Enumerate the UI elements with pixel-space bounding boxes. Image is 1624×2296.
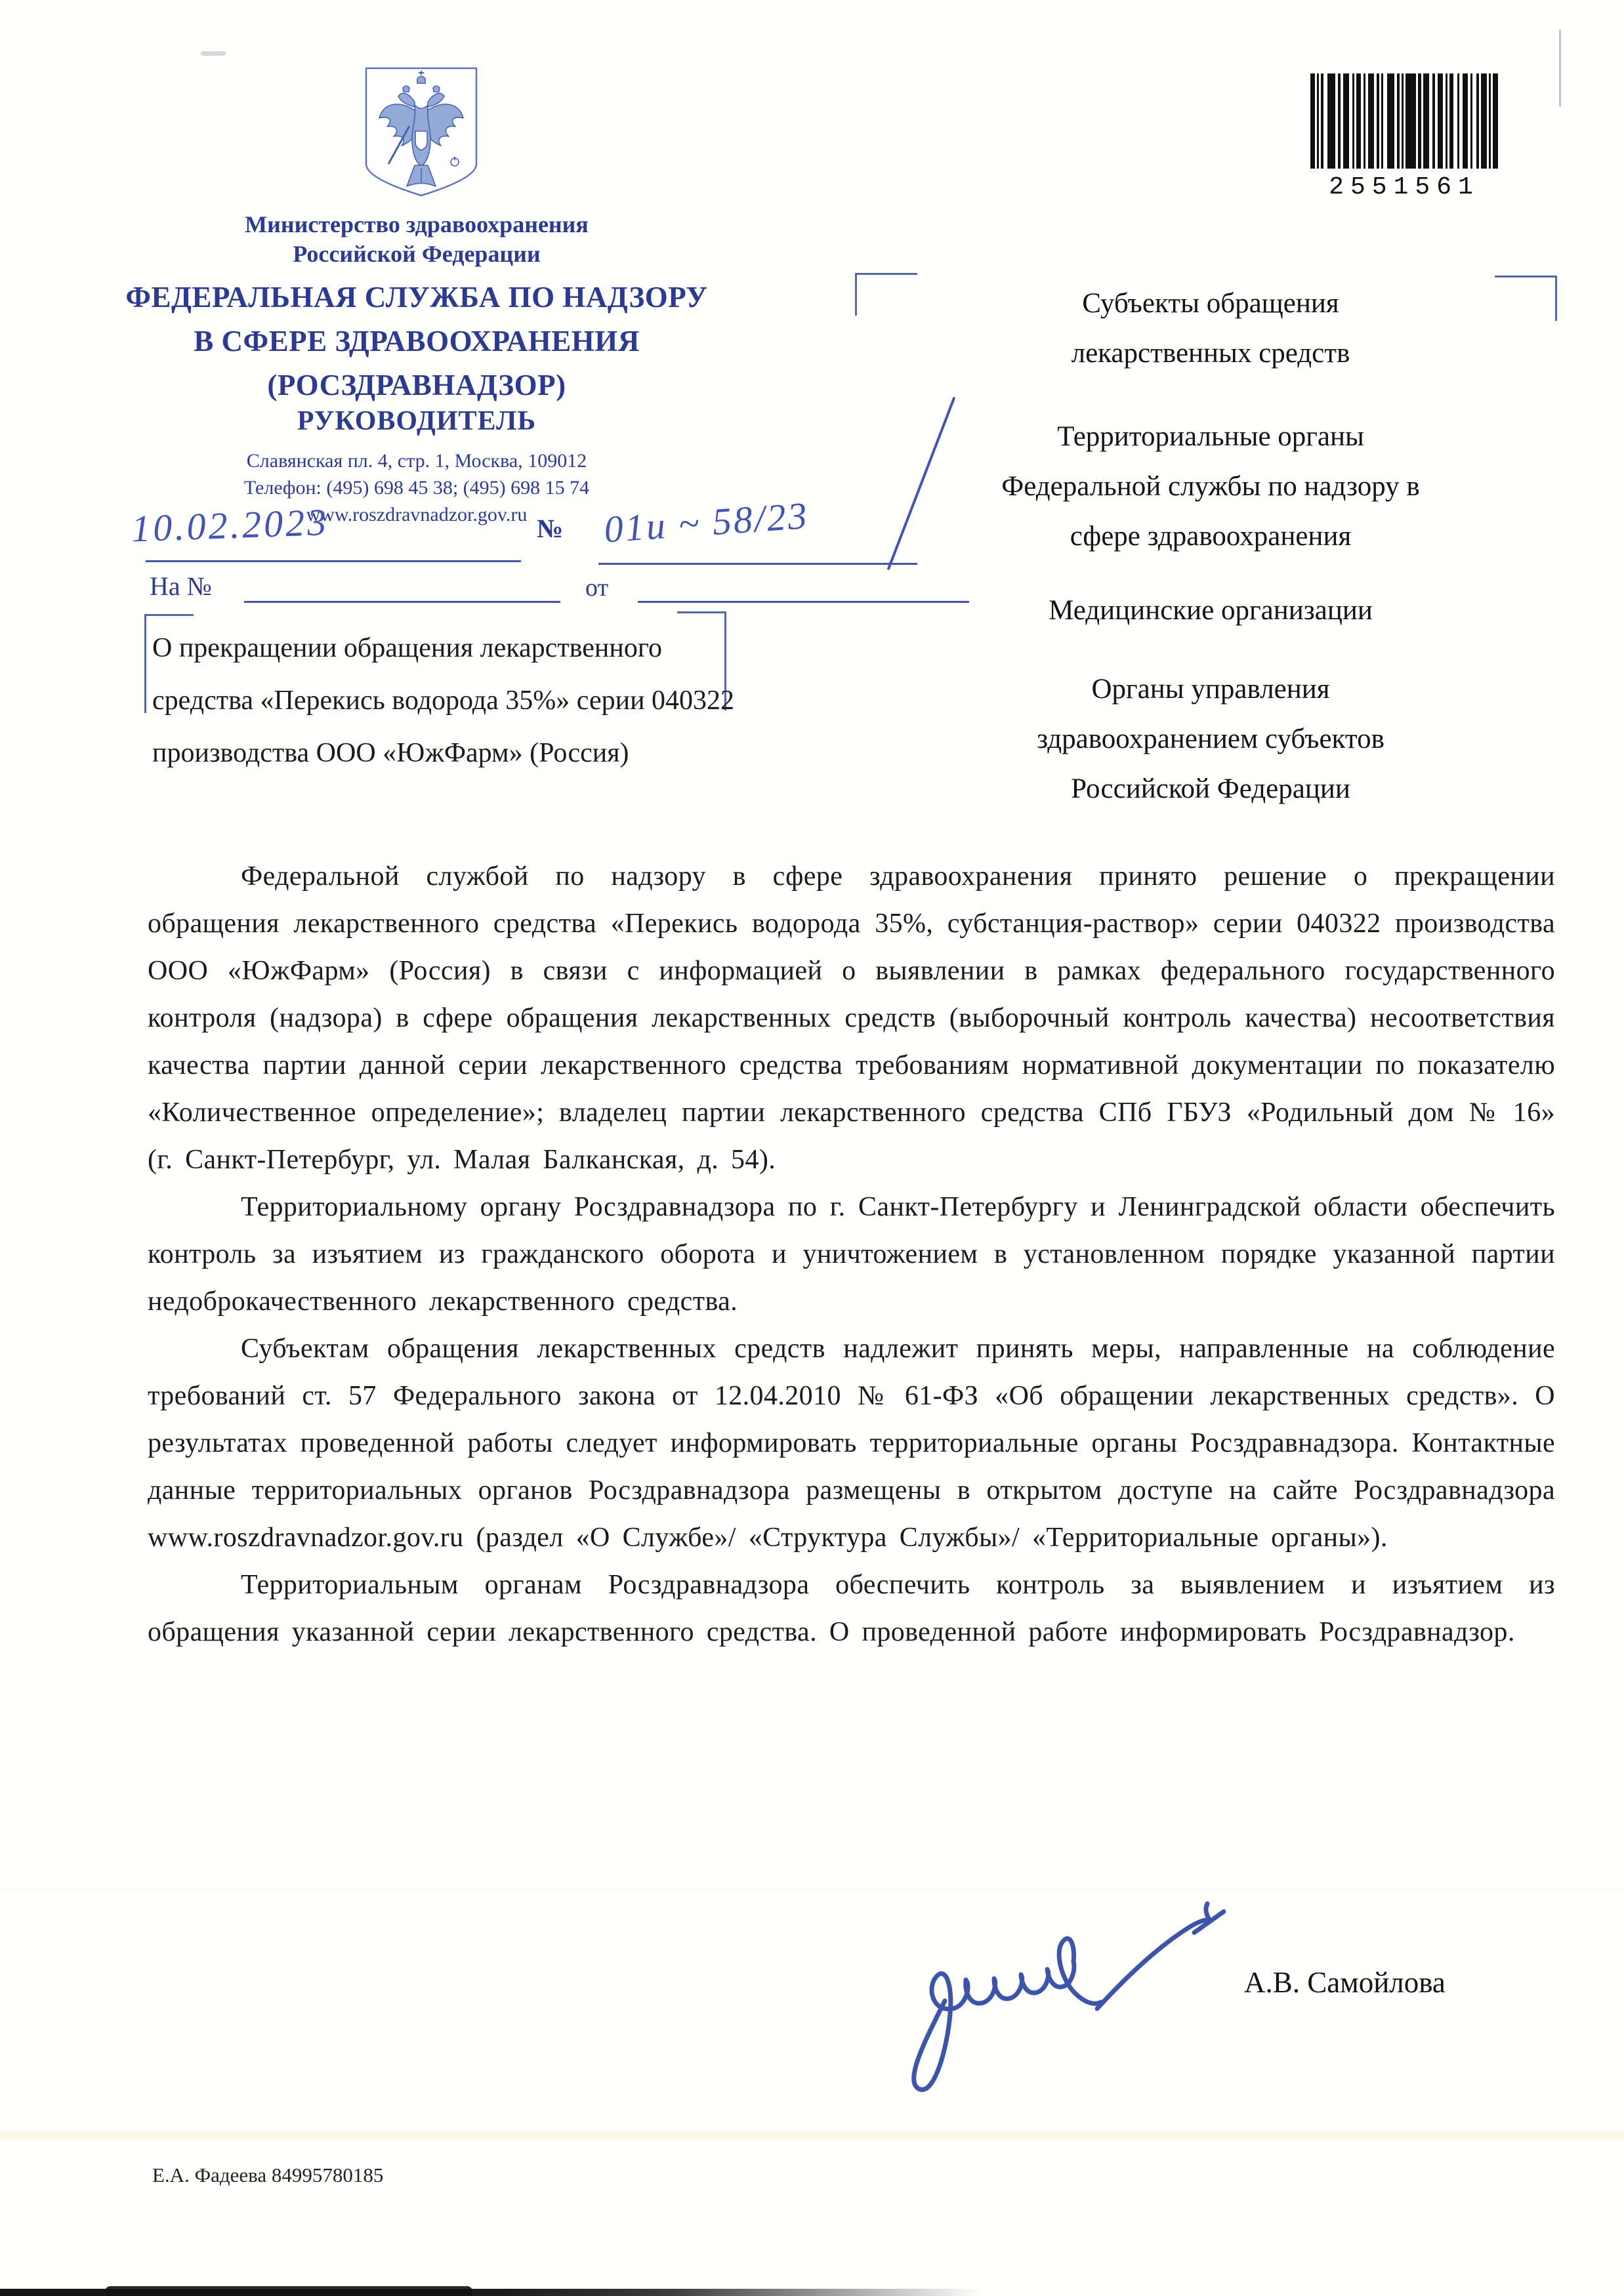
recipient-line: здравоохранением субъектов: [1037, 724, 1385, 754]
body-paragraph-1: Федеральной службой по надзору в сфере здравоохранения принято решение о прекращении обращения лекарственного средства «Перекись водорода 35%, субстанция-раствор» серии 040322 производства ООО «ЮжФарм» (Россия) в связи с информацией о выявлении в рамках федерального государственного контроля (надзора) в сфере обращения лекарственных средств (выборочный контроль качества) несоответствия качества партии данной серии лекарственного средства требованиям нормативной документации по показателю «Количественное определение»; владелец партии лекарственного средства СПб ГБУЗ «Родильный дом № 16» (г. Санкт-Петербург, ул. Малая Балканская, д. 54).: [148, 861, 1555, 1175]
address-line: Славянская пл. 4, стр. 1, Москва, 109012: [246, 450, 587, 472]
scan-edge-bottom: [105, 2286, 472, 2296]
subject-line1: О прекращении обращения лекарственного: [152, 633, 663, 663]
subject-line2: средства «Перекись водорода 35%» серии 040322: [152, 686, 735, 716]
number-sign: №: [537, 514, 564, 543]
ministry-line1: Министерство здравоохранения: [245, 211, 589, 237]
recipient-line: Федеральной службы по надзору в: [1001, 471, 1420, 502]
letter-body: [148, 853, 1555, 1656]
ministry-name: [92, 210, 741, 269]
recipient-line: Территориальные органы: [1057, 421, 1364, 452]
recipient-entry: [853, 586, 1568, 636]
double-headed-eagle-icon: [362, 66, 480, 200]
recipient-line: Российской Федерации: [1071, 773, 1350, 804]
coat-of-arms-emblem: [362, 66, 480, 200]
letter-subject: [152, 622, 776, 779]
signer-name: А.В. Самойлова: [1244, 1966, 1446, 1999]
ministry-line2: Российской Федерации: [293, 241, 541, 267]
handwritten-outgoing-number: 01и ~ 58/23: [602, 493, 810, 551]
service-line2: В СФЕРЕ ЗДРАВООХРАНЕНИЯ: [194, 325, 640, 358]
recipient-line: лекарственных средств: [1071, 338, 1350, 369]
subject-line3: производства ООО «ЮжФарм» (Россия): [152, 738, 629, 768]
body-paragraph-4: Территориальным органам Росздравнадзора обеспечить контроль за выявлением и изъятием из обращения указанной серии лекарственного средства. О проведенной работе информировать Росздравнадзор.: [148, 1570, 1555, 1647]
service-name: [92, 276, 741, 407]
position-title: РУКОВОДИТЕЛЬ: [297, 406, 537, 436]
barcode-number: 2551561: [1329, 173, 1480, 201]
phone-line: Телефон: (495) 698 45 38; (495) 698 15 74: [243, 477, 590, 499]
scan-artifact-band: [0, 1887, 1624, 1892]
scan-artifact-dash: [201, 51, 226, 56]
reply-from-label: от: [585, 574, 609, 602]
reply-to-number-label: На №: [150, 571, 212, 601]
barcode-bars: [1309, 73, 1499, 169]
recipient-line: Медицинские организации: [1049, 595, 1373, 626]
scan-artifact-band: [0, 2131, 1624, 2140]
body-paragraph-3: Субъектам обращения лекарственных средств надлежит принять меры, направленные на соблюдение требований ст. 57 Федерального закона от 12.04.2010 № 61-ФЗ «Об обращении лекарственных средств». О результатах проведенной работы следует информировать территориальные органы Росздравнадзора. Контактные данные территориальных органов Росздравнадзора размещены в открытом доступе на сайте Росздравнадзора www.roszdravnadzor.gov.ru (раздел «О Службе»/ «Структура Службы»/ «Территориальные органы»).: [148, 1334, 1555, 1553]
recipient-line: сфере здравоохранения: [1070, 521, 1352, 552]
recipient-line: Органы управления: [1091, 674, 1330, 705]
body-paragraph-2: Территориальному органу Росздравнадзора по г. Санкт-Петербургу и Ленинградской области обеспечить контроль за изъятием из гражданского оборота и уничтожением в установленном порядке указанной партии недоброкачественного лекарственного средства.: [148, 1192, 1555, 1317]
service-line1: ФЕДЕРАЛЬНАЯ СЛУЖБА ПО НАДЗОРУ: [125, 281, 708, 314]
website-line: www.roszdravnadzor.gov.ru: [306, 504, 528, 525]
recipient-entry: [853, 665, 1568, 814]
handwritten-date: 10.02.2023: [131, 500, 330, 550]
service-line3: (РОСЗДРАВНАДЗОР): [267, 369, 566, 401]
reply-number-underline: [244, 601, 560, 603]
recipient-entry: [853, 279, 1568, 379]
registration-barcode: [1306, 73, 1503, 218]
executor-contact: Е.А. Фадеева 84995780185: [152, 2163, 384, 2186]
number-underline: [598, 563, 917, 565]
recipient-line: Субъекты обращения: [1082, 288, 1339, 319]
scan-artifact-line: [1559, 30, 1561, 107]
recipient-entry: [853, 412, 1568, 562]
date-underline: [146, 560, 521, 562]
scan-edge-bottom: [0, 2289, 1115, 2296]
